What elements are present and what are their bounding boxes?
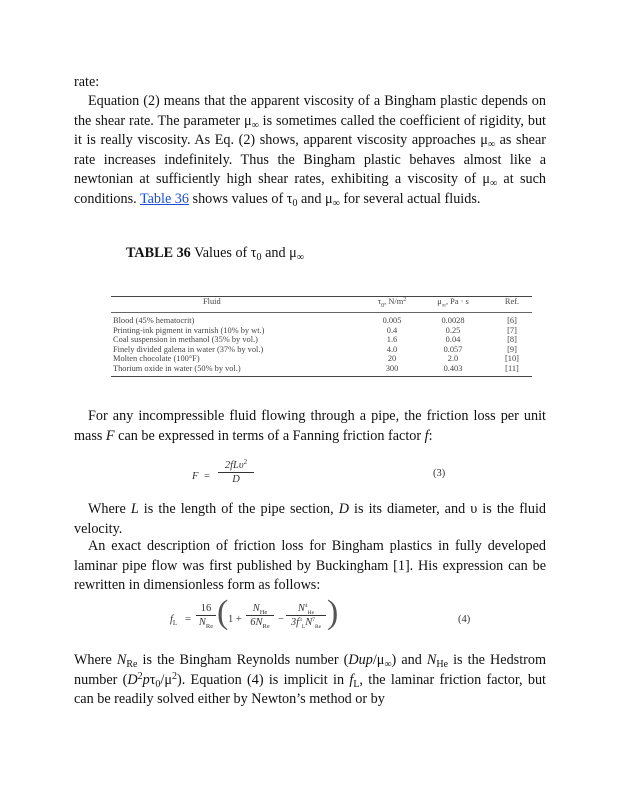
paragraph-lead: rate: <box>74 74 100 90</box>
cell-fluid: Blood (45% hematocrit) <box>113 316 195 325</box>
equation-4: $f_L$ = 16 $N_{Re}$ ( 1 + $N_{He}$ $6N_{Re}$ − $N^4_{He}$ $3f^3_LN^7_{Re}$ ) <box>170 594 339 631</box>
cell-ref: [7] <box>507 325 517 335</box>
cell-ref: [10] <box>505 354 519 364</box>
cell-mu: 2.0 <box>447 354 459 364</box>
paragraph-reynolds-hedstrom: Where $N_{Re}$ is the Bingham Reynolds number $(Dup/\mu_\infty)$ and $N_{He}$ is the Hedstrom number $(D^2p\tau_0/\mu^2)$. Equation (4) is implicit in $f_L$, the laminar friction factor, but can be readily solved either by Newton’s method or by <box>74 652 547 708</box>
paragraph-friction-loss: For any incompressible fluid flowing through a pipe, the friction loss per unit mass F can be expressed in terms of a Fanning friction factor f: <box>74 408 546 444</box>
cell-ref: [9] <box>507 344 517 354</box>
cell-tau: 20 <box>387 354 397 364</box>
cell-mu: 0.04 <box>445 335 461 345</box>
left-paren: ( <box>217 594 229 631</box>
cell-mu: 0.403 <box>443 363 463 373</box>
table-caption: TABLE 36 Values of $\tau_0$ and $\mu_\infty$ <box>126 245 304 263</box>
equation-3: F = 2fLυ$^2$ D <box>192 460 272 490</box>
paragraph-bingham-viscosity: Equation (2) means that the apparent viscosity of a Bingham plastic depends on the shear rate. The parameter $\mu_\infty$ is sometimes called the coefficient of rigidity, but it is really viscosity. As Eq. (2) shows, apparent viscosity approaches $\mu_\infty$ as shear rate increases indefinitely. Thus the Bingham plastic behaves almost like a newtonian at sufficiently high shear rates, exhibiting a viscosity of $\mu_\infty$ at such conditions. Table 36 shows values of $\tau_0$ and $\mu_\infty$ for several actual fluids. <box>74 93 546 209</box>
paragraph-where-L: Where L is the length of the pipe section, D is its diameter, and υ is the fluid velocity. <box>74 501 546 537</box>
cell-ref: [8] <box>507 335 517 345</box>
table-row <box>111 354 532 364</box>
cell-fluid: Printing-ink pigment in varnish (10% by wt.) <box>113 325 265 335</box>
cell-fluid: Finely divided galena in water (37% by vol.) <box>113 344 264 354</box>
cell-ref: [6] <box>507 316 517 325</box>
header-mu: $\mu_\infty$, Pa · s <box>437 297 469 309</box>
table-row <box>111 364 532 374</box>
equation-4-number: (4) <box>458 614 471 625</box>
table-row <box>111 335 532 345</box>
table-row <box>111 345 532 355</box>
table-36-link[interactable]: Table 36 <box>139 190 189 207</box>
cell-fluid: Coal suspension in methanol (35% by vol.) <box>113 335 258 345</box>
equation-3-number: (3) <box>433 468 446 479</box>
cell-ref: [11] <box>505 363 519 373</box>
viscosity-table <box>111 296 532 377</box>
cell-tau: 1.6 <box>386 335 398 345</box>
header-fluid: Fluid <box>203 297 221 306</box>
cell-tau: 4.0 <box>386 344 398 354</box>
cell-tau: 300 <box>385 363 399 373</box>
cell-mu: 0.25 <box>445 325 461 335</box>
cell-fluid: Molten chocolate (100°F) <box>113 354 200 364</box>
cell-tau: 0.005 <box>382 316 402 325</box>
cell-mu: 0.0028 <box>441 316 465 325</box>
table-body <box>111 316 532 374</box>
cell-tau: 0.4 <box>386 325 398 335</box>
right-paren: ) <box>327 594 339 631</box>
table-row <box>111 326 532 336</box>
header-ref: Ref. <box>504 297 520 306</box>
cell-fluid: Thorium oxide in water (50% by vol.) <box>113 363 241 373</box>
table-header-row <box>111 297 532 312</box>
paragraph-buckingham: An exact description of friction loss for Bingham plastics in fully developed laminar pipe flow was first published by Buckingham [1]. His expression can be rewritten in dimensionless form as follows: <box>74 538 546 594</box>
table-rule-bottom <box>111 376 532 377</box>
header-tau: $\tau_0$, $N/m^2$ <box>377 297 407 309</box>
cell-mu: 0.057 <box>443 344 463 354</box>
table-row <box>111 316 532 326</box>
